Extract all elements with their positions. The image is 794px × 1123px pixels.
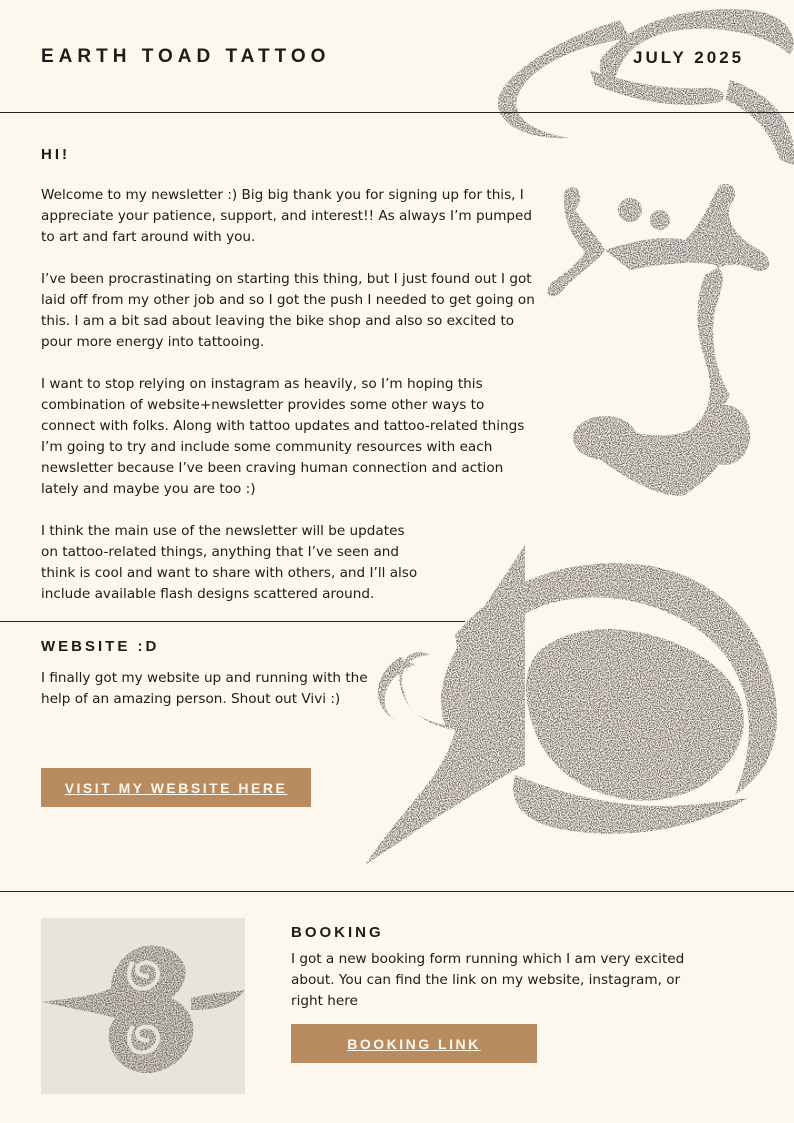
website-text: I finally got my website up and running with the help of an amazing person. Shout out Vivi :) bbox=[41, 670, 368, 707]
issue-date: JULY 2025 bbox=[633, 48, 745, 67]
booking-heading: BOOKING bbox=[291, 924, 384, 941]
spiral-flash-illustration bbox=[41, 918, 245, 1094]
intro-paragraph: I want to stop relying on instagram as heavily, so I’m hoping this combination of website+newsletter provides some other ways to connect with folks. Along with tattoo updates and tattoo-related things I’m going to try and include some community resources with each newsletter because I’ve been craving human connection and action lately and maybe you are too :) bbox=[41, 376, 525, 497]
flash-design-photo bbox=[41, 918, 245, 1094]
website-heading: WEBSITE :D bbox=[41, 638, 160, 655]
intro-heading: HI! bbox=[41, 146, 70, 163]
divider bbox=[0, 891, 794, 892]
brand-title: EARTH TOAD TATTOO bbox=[41, 46, 331, 67]
booking-text: I got a new booking form running which I am very excited about. You can find the link on my website, instagram, or right here bbox=[291, 951, 685, 1009]
intro-body bbox=[41, 185, 541, 605]
intro-paragraph: I think the main use of the newsletter will be updates on tattoo-related things, anything that I’ve seen and think is cool and want to share with others, and I’ll also include available flash designs scattered around. bbox=[41, 523, 418, 602]
cloud-creature-illustration bbox=[365, 545, 794, 870]
intro-paragraph: I’ve been procrastinating on starting this thing, but I just found out I got laid off from my other job and so I got the push I needed to get going on this. I am a bit sad about leaving the bike shop and also so excited to pour more energy into tattooing. bbox=[41, 271, 535, 350]
intro-paragraph: Welcome to my newsletter :) Big big thank you for signing up for this, I appreciate your patience, support, and interest!! As always I’m pumped to art and fart around with you. bbox=[41, 187, 533, 245]
branch-figure-illustration bbox=[545, 180, 775, 505]
booking-link-button[interactable]: BOOKING LINK bbox=[291, 1024, 537, 1063]
swirl-illustration-top bbox=[490, 0, 794, 165]
divider bbox=[0, 112, 794, 113]
visit-website-button[interactable]: VISIT MY WEBSITE HERE bbox=[41, 768, 311, 807]
